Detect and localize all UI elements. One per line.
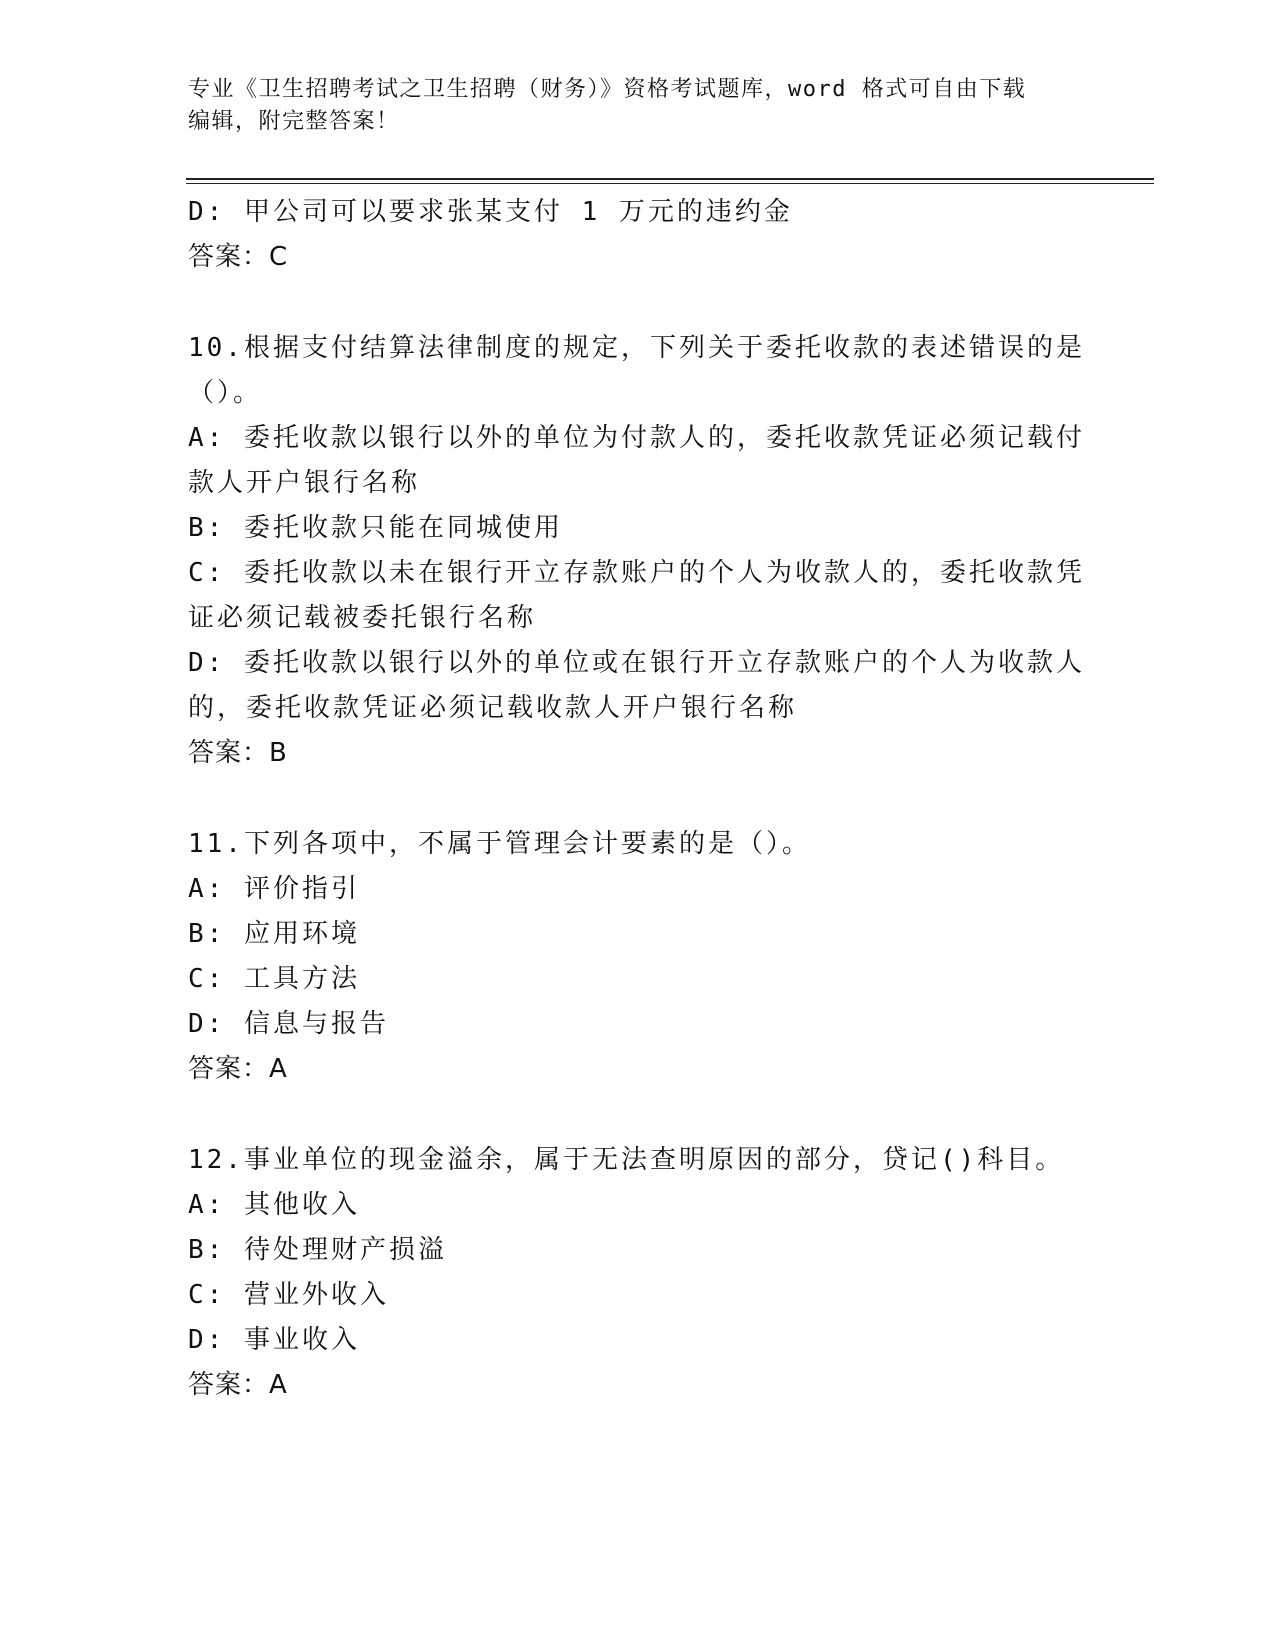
option-a: A: 评价指引 <box>188 874 360 904</box>
header-divider-thin <box>186 183 1154 184</box>
header-line-2: 编辑，附完整答案！ <box>188 109 400 134</box>
option-c: C: 营业外收入 <box>188 1280 389 1310</box>
question-block <box>188 326 1088 776</box>
answer: 答案：A <box>188 1370 288 1400</box>
question-block <box>188 1138 1088 1408</box>
option-c: C: 工具方法 <box>188 964 360 994</box>
previous-option-d: D: 甲公司可以要求张某支付 1 万元的违约金 <box>188 197 793 227</box>
option-b: B: 应用环境 <box>188 919 360 949</box>
question-stem: （）。 <box>188 378 263 408</box>
question-stem: 10.根据支付结算法律制度的规定，下列关于委托收款的表述错误的是 <box>188 333 1085 363</box>
option-c: 证必须记载被委托银行名称 <box>188 603 537 633</box>
header-divider <box>186 178 1154 180</box>
spacer <box>188 776 1088 822</box>
option-d: 的，委托收款凭证必须记载收款人开户银行名称 <box>188 693 798 723</box>
answer: 答案：B <box>188 738 288 768</box>
spacer <box>188 280 1088 326</box>
option-a: A: 其他收入 <box>188 1190 360 1220</box>
document-header <box>188 74 1068 138</box>
answer: 答案：A <box>188 1054 288 1084</box>
question-stem: 11.下列各项中，不属于管理会计要素的是（）。 <box>188 829 811 859</box>
option-d: D: 事业收入 <box>188 1325 360 1355</box>
option-a: 款人开户银行名称 <box>188 468 421 498</box>
option-b: B: 待处理财产损溢 <box>188 1235 447 1265</box>
question-content <box>188 190 1088 1408</box>
option-c: C: 委托收款以未在银行开立存款账户的个人为收款人的，委托收款凭 <box>188 558 1085 588</box>
option-d: D: 委托收款以银行以外的单位或在银行开立存款账户的个人为收款人 <box>188 648 1085 678</box>
option-d: D: 信息与报告 <box>188 1009 389 1039</box>
question-stem: 12.事业单位的现金溢余，属于无法查明原因的部分，贷记()科目。 <box>188 1145 1065 1175</box>
header-line-1: 专业《卫生招聘考试之卫生招聘（财务）》资格考试题库，word 格式可自由下载 <box>188 77 1027 102</box>
spacer <box>188 1092 1088 1138</box>
previous-answer: 答案：C <box>188 242 289 272</box>
option-a: A: 委托收款以银行以外的单位为付款人的，委托收款凭证必须记载付 <box>188 423 1085 453</box>
option-b: B: 委托收款只能在同城使用 <box>188 513 563 543</box>
question-block <box>188 822 1088 1092</box>
